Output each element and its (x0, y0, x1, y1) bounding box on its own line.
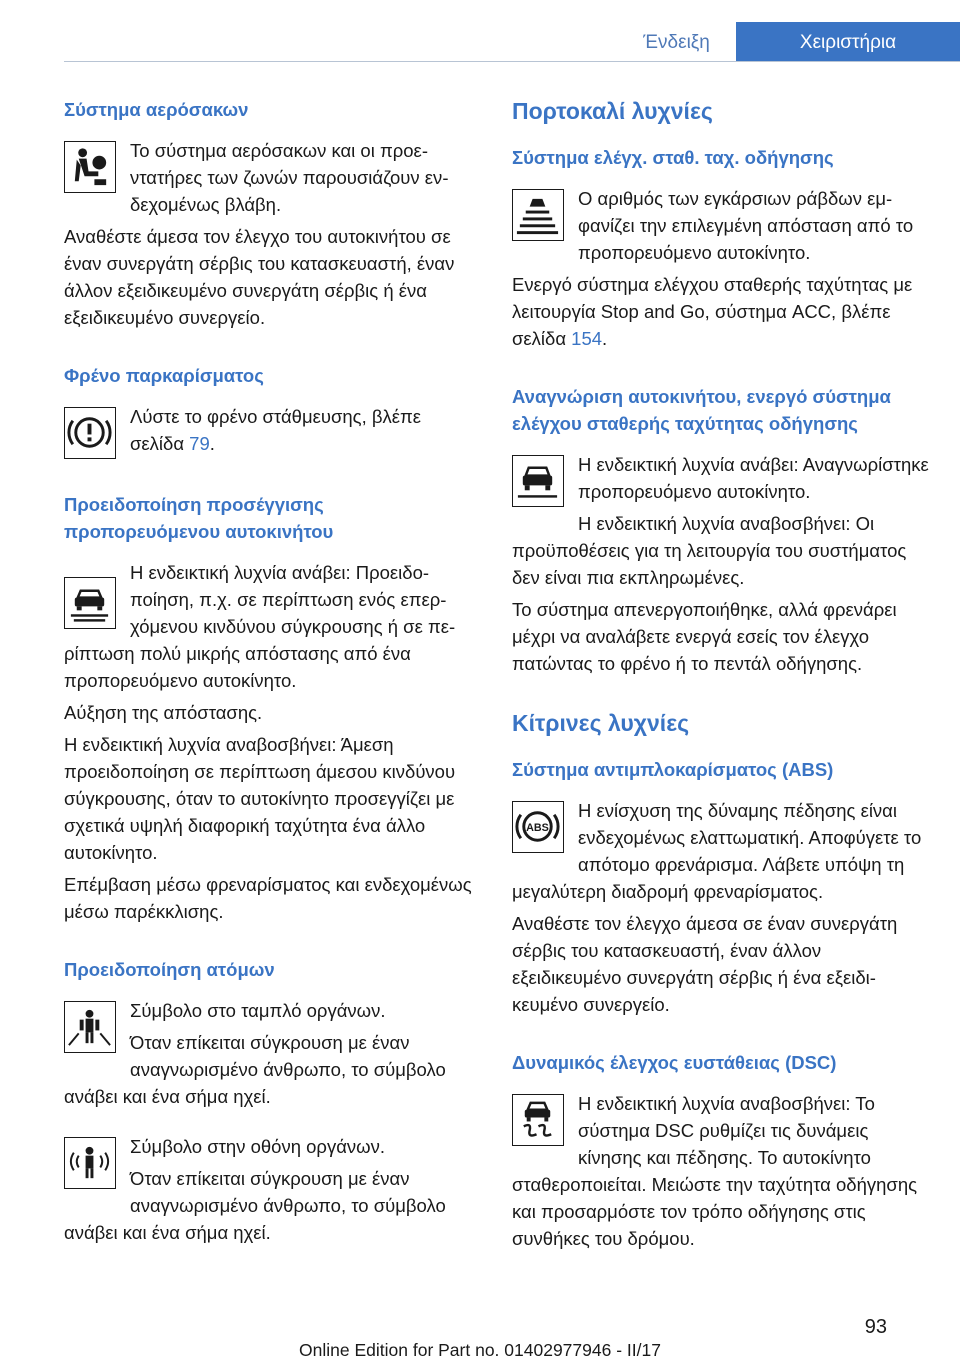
parking-brake-icon (64, 407, 116, 459)
right-column (512, 96, 932, 1257)
airbag-text-2: Αναθέστε άμεσα τον έλεγχο του αυτοκινήτου σε έναν συνεργάτη σέρβις του κατασκευαστή, έναν άλλον εξειδικευμένο συνεργάτη σέρβις ή ένα εξειδικευμένο συνεργείο. (64, 226, 455, 328)
acc-text-1: Ο αριθμός των εγκάρσιων ράβδων εμφανίζει την επιλεγμένη απόσταση από το προπορευόμενο αυτοκίνητο. (578, 188, 914, 263)
vehicle-detect-heading: Αναγνώριση αυτοκινήτου, ενεργό σύστημα ελέγχου σταθερής ταχύτητας οδήγησης (512, 386, 891, 434)
airbag-entry (64, 137, 476, 223)
person-warning-entry-1 (64, 997, 476, 1115)
tab-controls[interactable]: Χειριστήρια (736, 22, 960, 62)
approach-warning-heading: Προειδοποίηση προσέγγισης προπορευόμενου αυτοκινήτου (64, 494, 334, 542)
vehicle-detect-text-2: Η ενδεικτική λυχνία αναβοσβήνει: Οι προϋποθέσεις για τη λειτουργία του συστήματος δεν είναι πια εκπληρωμένες. (512, 513, 907, 588)
dsc-text-1: Η ενδεικτική λυχνία αναβοσβήνει: Το σύστημα DSC ρυθμίζει τις δυνάμεις κίνησης και πέδησης. Το αυτοκίνητο σταθεροποιείται. Μειώστε την ταχύτητα οδήγησης και προσαρμόστε τον τρόπο οδήγησης στις συνθήκες του δρόμου. (512, 1093, 918, 1249)
person-warning-text-3: Σύμβολο στην οθόνη οργάνων. (130, 1136, 385, 1157)
person-warning-entry-2 (64, 1133, 476, 1251)
vehicle-detect-entry (512, 451, 932, 596)
left-column (64, 96, 476, 1251)
tab-index[interactable]: Ένδειξη (643, 32, 710, 53)
dsc-heading: Δυναμικός έλεγχος ευστάθειας (DSC) (512, 1052, 837, 1073)
pedestrian-icon (64, 1001, 116, 1053)
approach-warning-text-3: Η ενδεικτική λυχνία αναβοσβήνει: Άμεση προειδοποίηση σε περίπτωση άμεσου κινδύνου σύγκρουσης, όταν το αυτοκίνητο προσεγγίζει με σχετικά υψηλή διαφορική ταχύτητα ένα άλλο αυτοκίνητο. (64, 734, 456, 863)
yellow-lamps-heading: Κίτρινες λυχνίες (512, 710, 690, 736)
acc-heading: Σύστημα ελέγχ. σταθ. ταχ. οδήγησης (512, 147, 834, 168)
abs-text-1: Η ενίσχυση της δύναμης πέδησης είναι ενδεχομένως ελαττωματική. Αποφύγετε το απότομο φρενάρισμα. Λάβετε υπόψη τη μεγαλύτερη διαδρομή φρεναρίσματος. (512, 800, 922, 902)
abs-icon (512, 801, 564, 853)
approach-warning-text-2: Αύξηση της απόστασης. (64, 702, 263, 723)
header-rule (64, 61, 960, 62)
person-warning-text-2: Όταν επίκειται σύγκρουση με έναν αναγνωρισμένο άνθρωπο, το σύμβολο ανάβει και ένα σήμα ηχεί. (64, 1032, 446, 1107)
airbag-icon (64, 141, 116, 193)
page-header (0, 0, 960, 62)
svg-text:ABS: ABS (526, 821, 549, 834)
vehicle-detect-text-1: Η ενδεικτική λυχνία ανάβει: Αναγνωρίστηκε προπορευόμενο αυτοκίνητο. (578, 454, 929, 502)
pedestrian-sound-icon (64, 1137, 116, 1189)
acc-text-2: Ενεργό σύστημα ελέγχου σταθερής ταχύτητας με λειτουργία Stop and Go, σύστημα ACC, βλέπε σελίδα 154. (512, 274, 913, 349)
page-link-154[interactable]: 154 (571, 328, 603, 349)
page-link-79[interactable]: 79 (189, 433, 210, 454)
parking-brake-entry (64, 403, 476, 465)
person-warning-text-4: Όταν επίκειται σύγκρουση με έναν αναγνωρισμένο άνθρωπο, το σύμβολο ανάβει και ένα σήμα ηχεί. (64, 1168, 446, 1243)
approach-warning-text-1: Η ενδεικτική λυχνία ανάβει: Προειδοποίηση, π.χ. σε περίπτωση ενός επερχόμενου κινδύνου σύγκρουσης ή σε περίπτωση πολύ μικρής απόστασης από ένα προπορευόμενο αυτοκίνητο. (64, 562, 456, 691)
dsc-entry (512, 1090, 932, 1257)
page-footer (0, 1312, 960, 1362)
airbag-text-1: Το σύστημα αερόσακων και οι προεντατήρες των ζωνών παρουσιάζουν ενδεχομένως βλάβη. (130, 140, 449, 215)
vehicle-detect-text-3: Το σύστημα απενεργοποιήθηκε, αλλά φρενάρει μέχρι να αναλάβετε ενεργά εσείς τον έλεγχο πατώντας το φρένο ή το πεντάλ οδήγησης. (512, 599, 897, 674)
acc-entry (512, 185, 932, 271)
abs-heading: Σύστημα αντιμπλοκαρίσματος (ABS) (512, 759, 834, 780)
parking-brake-heading: Φρένο παρκαρίσματος (64, 365, 264, 386)
edition-note: Online Edition for Part no. 01402977946 - II/17 (299, 1340, 661, 1360)
approach-warning-text-4: Επέμβαση μέσω φρεναρίσματος και ενδεχομένως μέσω παρέκκλισης. (64, 874, 472, 922)
page-number: 93 (864, 1316, 887, 1338)
abs-text-2: Αναθέστε τον έλεγχο άμεσα σε έναν συνεργάτη σέρβις του κατασκευαστή, έναν άλλον εξειδικευμένο συνεργάτη σέρβις ή ένα εξειδικευμένο συνεργείο. (512, 913, 898, 1015)
car-detected-icon (512, 455, 564, 507)
abs-entry (512, 797, 932, 910)
distance-bars-icon (512, 189, 564, 241)
car-ahead-icon (64, 577, 116, 629)
orange-lamps-heading: Πορτοκαλί λυχνίες (512, 98, 713, 124)
person-warning-heading: Προειδοποίηση ατόμων (64, 959, 275, 980)
parking-brake-text: Λύστε το φρένο στάθμευσης, βλέπε σελίδα 79. (130, 406, 422, 454)
approach-warning-entry (64, 559, 476, 699)
airbag-heading: Σύστημα αερόσακων (64, 99, 249, 120)
dsc-icon (512, 1094, 564, 1146)
person-warning-text-1: Σύμβολο στο ταμπλό οργάνων. (130, 1000, 386, 1021)
